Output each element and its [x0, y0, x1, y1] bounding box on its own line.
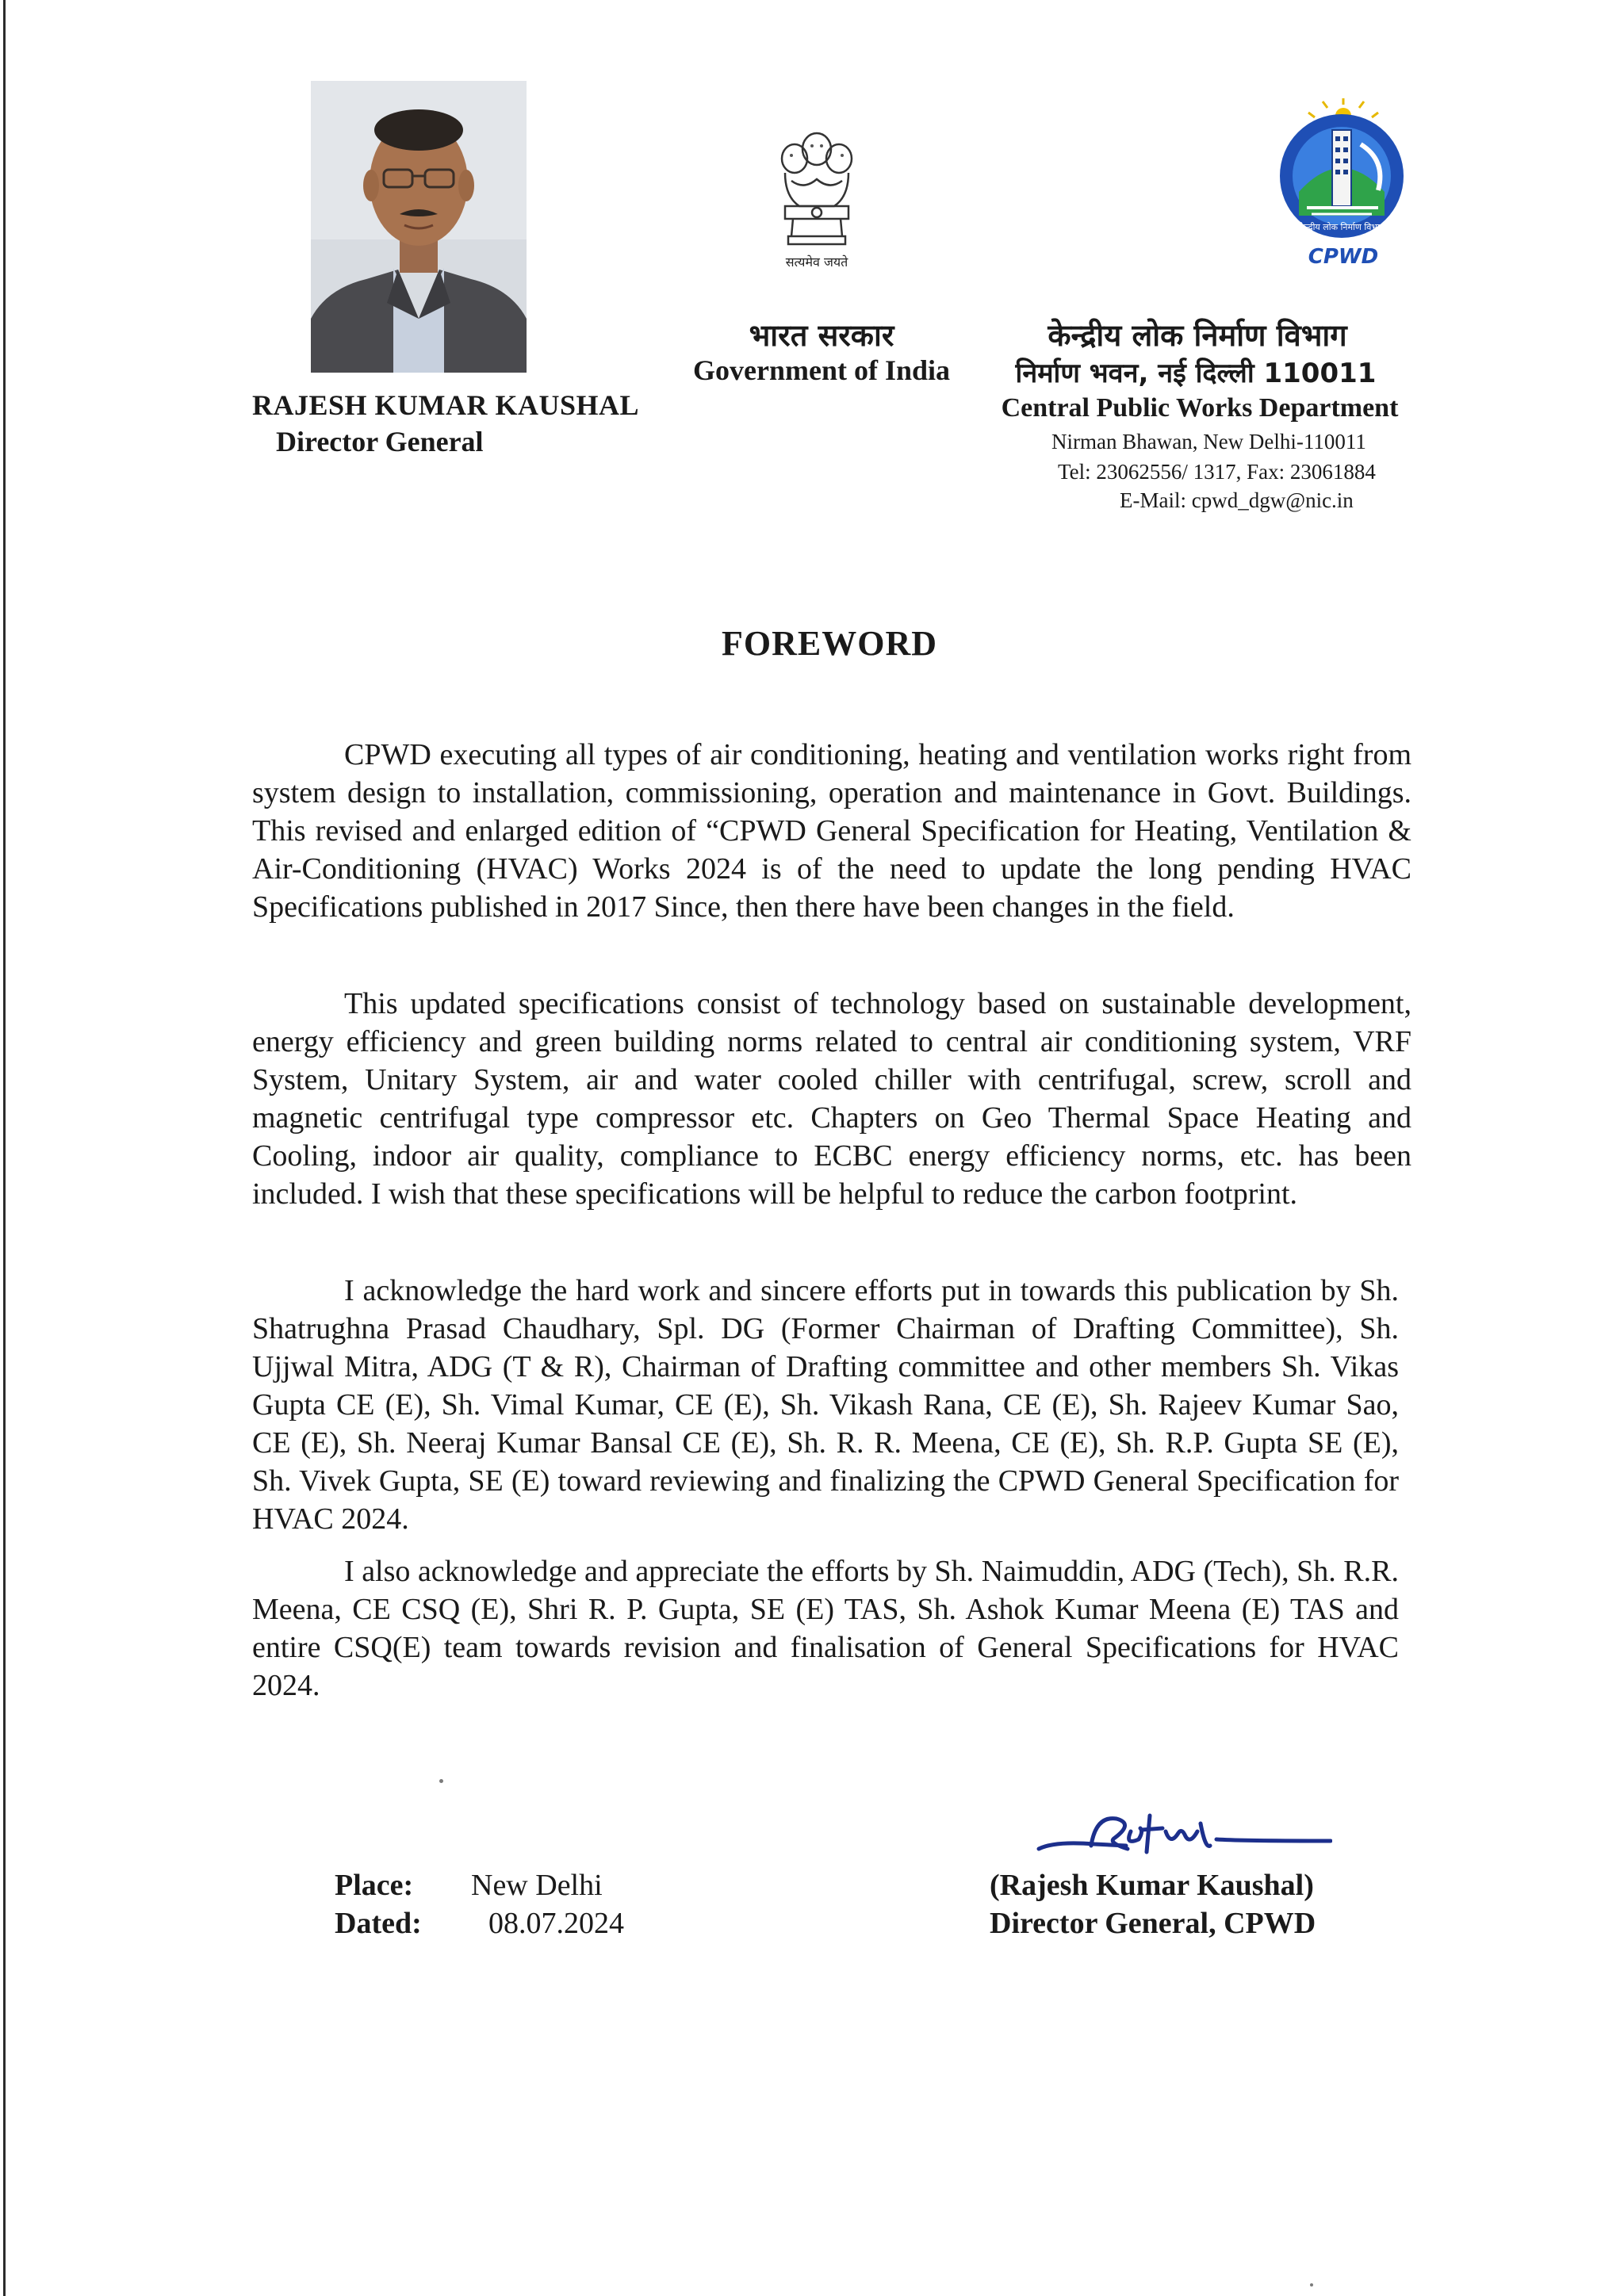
place-label: Place: — [335, 1869, 414, 1902]
paragraph-2 — [252, 985, 1411, 1213]
paragraph-4-text: I also acknowledge and appreciate the efforts by Sh. Naimuddin, ADG (Tech), Sh. R.R. Meena, CE CSQ (E), Shri R. P. Gupta, SE (E) TAS, Sh. Ashok Kumar Meena (E) TAS and entire CSQ(E) team towards revision and finalisation of General Specifications for HVAC 2024. — [252, 1555, 1399, 1702]
national-emblem-icon — [768, 117, 866, 273]
paragraph-4 — [252, 1552, 1399, 1705]
scan-speck — [1310, 2283, 1313, 2286]
cpwd-logo-icon — [1267, 97, 1415, 271]
director-designation: Director General — [276, 426, 484, 457]
paragraph-2-text: This updated specifications consist of technology based on sustainable development, energy efficiency and green building norms related to central air conditioning system, VRF System, Unitary System, air and water cooled chiller with centrifugal, screw, scroll and magnetic centrifugal type compressor etc. Chapters on Geo Thermal Space Heating and Cooling, indoor air quality, compliance to ECBC energy efficiency norms, etc. has been included. I wish that these specifications will be helpful to reduce the carbon footprint. — [252, 987, 1411, 1211]
paragraph-1-text: CPWD executing all types of air conditioning, heating and ventilation works right from system design to installation, commissioning, operation and maintenance in Govt. Buildings. This revised and enlarged edition of “CPWD General Specification for Heating, Ventilation & Air-Conditioning (HVAC) Works 2024 is of the need to update the long pending HVAC Specifications published in 2017 Since, then there have been changes in the field. — [252, 738, 1411, 924]
signatory-designation: Director General, CPWD — [990, 1907, 1316, 1940]
cpwd-logo-text: CPWD — [1308, 245, 1379, 269]
emblem-motto: सत्यमेव जयते — [785, 254, 848, 270]
department-hindi-address: निर्माण भवन, नई दिल्ली 110011 — [1015, 358, 1377, 389]
director-name: RAJESH KUMAR KAUSHAL — [252, 389, 640, 421]
scan-speck — [439, 1779, 443, 1783]
signatory-name: (Rajesh Kumar Kaushal) — [990, 1869, 1314, 1902]
paragraph-3 — [252, 1272, 1399, 1538]
director-photo — [311, 81, 527, 373]
department-address: Nirman Bhawan, New Delhi-110011 — [1051, 430, 1366, 453]
paragraph-3-text: I acknowledge the hard work and sincere efforts put in towards this publication by Sh. Shatrughna Prasad Chaudhary, Spl. DG (Former Chairman of Drafting Committee), Sh. Ujjwal Mitra, ADG (T & R), Chairman of Drafting committee and other members Sh. Vikas Gupta CE (E), Sh. Vimal Kumar, CE (E), Sh. Vikash Rana, CE (E), Sh. Rajeev Kumar Sao, CE (E), Sh. Neeraj Kumar Bansal CE (E), Sh. R. R. Meena, CE (E), Sh. R.P. Gupta SE (E), Sh. Vivek Gupta, SE (E) toward reviewing and finalizing the CPWD General Specification for HVAC 2024. — [252, 1274, 1399, 1536]
date-label: Dated: — [335, 1907, 422, 1940]
logo-ring-text: केन्द्रीय लोक निर्माण विभाग — [1298, 222, 1385, 232]
government-hindi: भारत सरकार — [749, 318, 894, 353]
date-value: 08.07.2024 — [488, 1907, 624, 1940]
place-value: New Delhi — [471, 1869, 603, 1902]
government-english: Government of India — [693, 354, 950, 386]
department-phone: Tel: 23062556/ 1317, Fax: 23061884 — [1058, 460, 1376, 484]
page-title: FOREWORD — [722, 624, 937, 663]
department-english-name: Central Public Works Department — [1001, 393, 1399, 423]
paragraph-1 — [252, 736, 1411, 926]
department-email: E-Mail: cpwd_dgw@nic.in — [1120, 488, 1354, 512]
department-hindi-name: केन्द्रीय लोक निर्माण विभाग — [1048, 318, 1347, 353]
scan-page-edge — [3, 0, 6, 2296]
